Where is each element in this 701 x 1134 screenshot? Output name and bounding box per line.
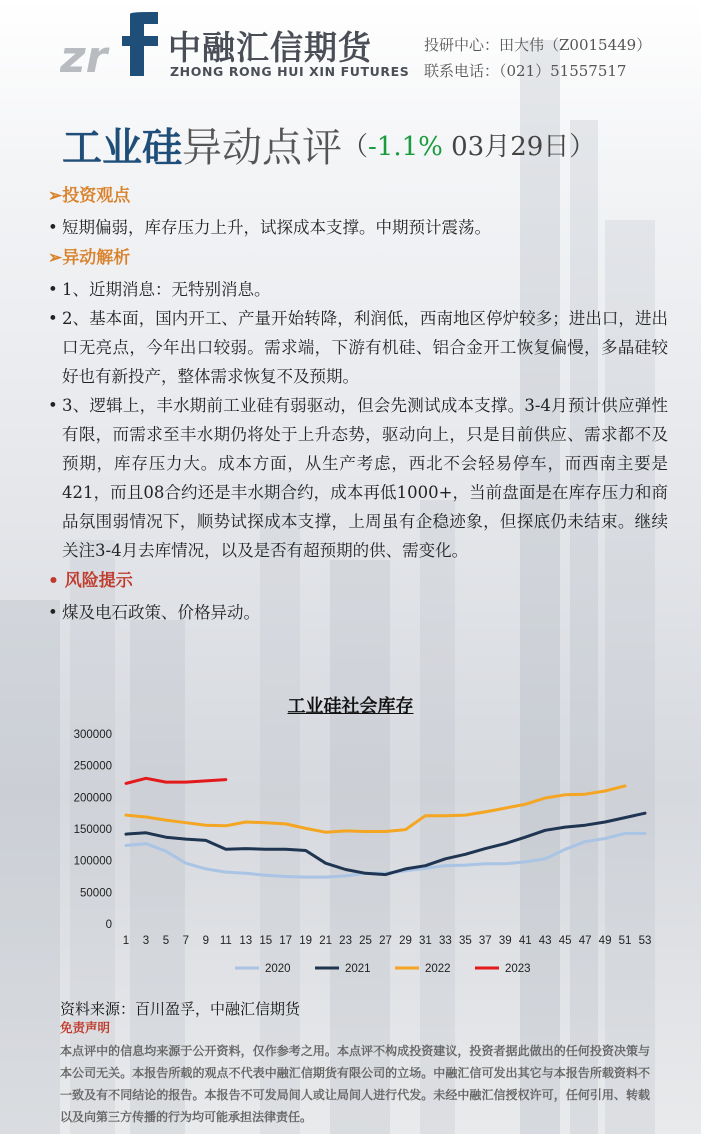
x-tick-label: 13 bbox=[239, 935, 253, 947]
contact-info bbox=[424, 32, 651, 84]
company-logo-icon bbox=[60, 12, 160, 82]
x-tick-label: 9 bbox=[202, 935, 210, 947]
view-text: • 短期偏弱，库存压力上升，试探成本支撑。中期预计震荡。 bbox=[48, 213, 668, 242]
analysis-item-1: • 1、近期消息：无特别消息。 bbox=[48, 275, 668, 304]
x-tick-label: 1 bbox=[122, 935, 130, 947]
data-source: 资料来源：百川盈孚，中融汇信期货 bbox=[60, 1000, 301, 1018]
x-tick-label: 37 bbox=[478, 935, 492, 947]
section-heading-risk bbox=[48, 567, 668, 596]
inventory-line-chart bbox=[60, 720, 660, 990]
company-name-en: ZHONG RONG HUI XIN FUTURES bbox=[170, 64, 410, 79]
y-tick-label: 200000 bbox=[73, 792, 112, 805]
x-tick-label: 45 bbox=[558, 935, 572, 947]
y-tick-label: 300000 bbox=[73, 729, 112, 741]
section-heading-view bbox=[48, 182, 668, 211]
title-date: 03月29日） bbox=[442, 132, 596, 162]
contact-phone: 联系电话：（021）51557517 bbox=[424, 62, 627, 80]
risk-text: • 煤及电石政策、价格异动。 bbox=[48, 598, 668, 627]
x-tick-label: 33 bbox=[438, 935, 452, 947]
x-tick-label: 35 bbox=[458, 935, 472, 947]
title-product: 工业硅 bbox=[62, 124, 182, 171]
company-name-cn: 中融汇信期货 bbox=[168, 28, 372, 67]
arrow-icon: ➢ bbox=[48, 248, 63, 268]
x-tick-label: 31 bbox=[419, 935, 432, 947]
x-tick-label: 15 bbox=[259, 935, 273, 947]
x-tick-label: 49 bbox=[598, 935, 612, 947]
x-tick-label: 39 bbox=[498, 935, 512, 947]
x-tick-label: 11 bbox=[219, 935, 232, 947]
analysis-item-2: • 2、基本面，国内开工、产量开始转降，利润低，西南地区停炉较多；进出口，进出口无亮点，今年出口较弱。需求端，下游有机硅、铝合金开工恢复偏慢，多晶硅较好也有新投产，整体需求恢复不及预期。 bbox=[48, 304, 668, 391]
title-change-percent: -1.1% bbox=[368, 132, 443, 162]
title-subject: 异动点评 bbox=[182, 125, 342, 171]
section-heading-analysis-label: 异动解析 bbox=[62, 248, 131, 268]
y-tick-label: 150000 bbox=[73, 824, 112, 836]
x-tick-label: 25 bbox=[359, 935, 372, 947]
bullet-icon: • bbox=[48, 571, 65, 591]
x-tick-label: 47 bbox=[578, 935, 592, 947]
series-line-2023 bbox=[126, 778, 226, 783]
arrow-icon: ➢ bbox=[48, 186, 63, 206]
legend-label-2020: 2020 bbox=[265, 963, 291, 975]
x-tick-label: 43 bbox=[538, 935, 552, 947]
series-line-2022 bbox=[126, 786, 625, 832]
section-heading-view-label: 投资观点 bbox=[62, 186, 131, 206]
y-tick-label: 0 bbox=[105, 919, 112, 931]
x-tick-label: 41 bbox=[518, 935, 532, 947]
x-tick-label: 23 bbox=[339, 935, 352, 947]
title-paren-open: （ bbox=[342, 132, 369, 162]
x-tick-label: 53 bbox=[638, 935, 652, 947]
x-tick-label: 19 bbox=[299, 935, 313, 947]
y-tick-label: 50000 bbox=[80, 887, 112, 900]
report-body bbox=[48, 180, 668, 627]
legend-label-2021: 2021 bbox=[345, 963, 371, 975]
disclaimer-title: 免责声明 bbox=[60, 1020, 111, 1035]
series-line-2021 bbox=[126, 813, 645, 874]
x-tick-label: 51 bbox=[618, 935, 632, 947]
x-tick-label: 29 bbox=[399, 935, 412, 947]
chart-title-text: 工业硅社会库存 bbox=[287, 696, 414, 717]
x-tick-label: 21 bbox=[319, 935, 333, 947]
section-heading-risk-label: 风险提示 bbox=[64, 571, 133, 591]
svg-text:zr: zr bbox=[60, 32, 108, 82]
chart-title bbox=[0, 692, 701, 718]
legend-label-2023: 2023 bbox=[505, 963, 531, 975]
disclaimer-text: 本点评中的信息均来源于公开资料，仅作参考之用。本点评不构成投资建议，投资者据此做出的任何投资决策与本公司无关。本报告所载的观点不代表中融汇信期货有限公司的立场。中融汇信可发出其它与本报告所载资料不一致及有不同结论的报告。本报告不可发局间人或让局间人进行代发。未经中融汇信授权许可，任何引用、转载以及向第三方传播的行为均可能承担法律责任。 bbox=[60, 1044, 650, 1124]
legend-label-2022: 2022 bbox=[425, 963, 451, 975]
y-tick-label: 250000 bbox=[73, 760, 112, 773]
x-tick-label: 5 bbox=[162, 935, 170, 947]
x-tick-label: 3 bbox=[142, 935, 150, 947]
contact-researcher: 投研中心：田大伟（Z0015449） bbox=[424, 36, 652, 54]
analysis-item-3: • 3、逻辑上，丰水期前工业硅有弱驱动，但会先测试成本支撑。3-4月预计供应弹性有限，而需求至丰水期仍将处于上升态势，驱动向上，只是目前供应、需求都不及预期，库存压力大。成本方面，从生产考虑，西北不会轻易停车，而西南主要是421，而且08合约还是丰水期合约，成本再低1000+，当前盘面是在库存压力和商品氛围弱情况下，顺势试探成本支撑，上周虽有企稳迹象，但探底仍未结束。继续关注3-4月去库情况，以及是否有超预期的供、需变化。 bbox=[48, 391, 668, 565]
x-tick-label: 17 bbox=[279, 935, 293, 947]
x-tick-label: 7 bbox=[182, 935, 190, 947]
y-tick-label: 100000 bbox=[73, 855, 112, 868]
section-heading-analysis bbox=[48, 244, 668, 273]
report-title bbox=[62, 116, 595, 173]
x-tick-label: 27 bbox=[379, 935, 392, 947]
report-header bbox=[0, 0, 701, 100]
